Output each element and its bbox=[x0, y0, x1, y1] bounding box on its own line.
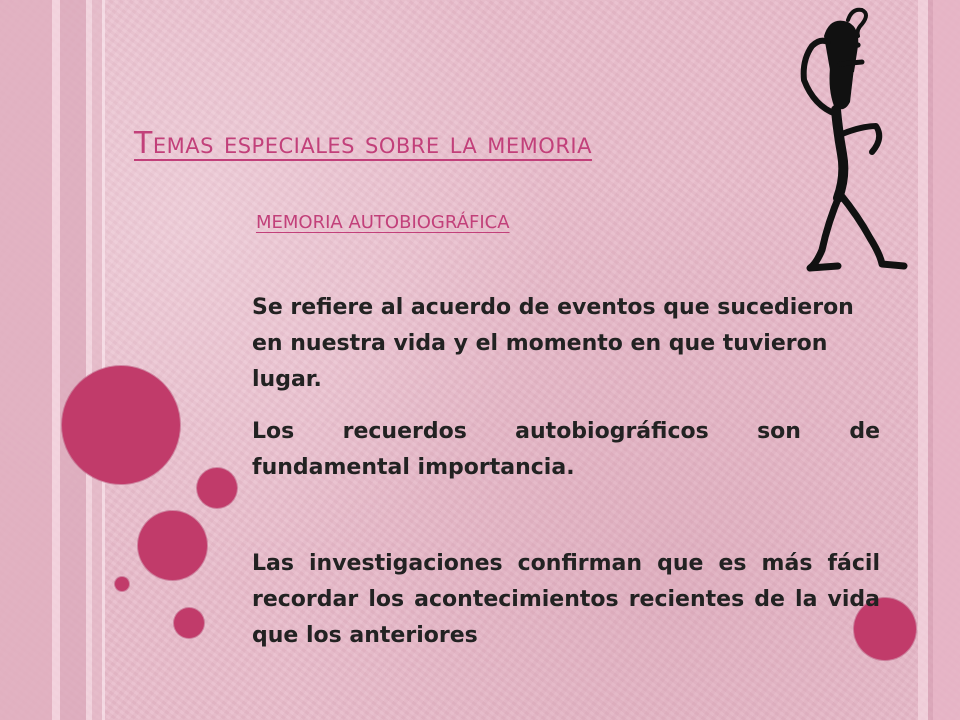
slide-subtitle: MEMORIA AUTOBIOGRÁFICA bbox=[256, 212, 510, 233]
decorative-circle bbox=[62, 366, 180, 484]
right-stripe bbox=[918, 0, 928, 720]
decorative-circle bbox=[174, 608, 204, 638]
decorative-circle bbox=[115, 577, 129, 591]
left-stripe bbox=[0, 0, 52, 720]
paragraph-research: Las investigaciones confirman que es más fácil recordar los acontecimientos recientes de la vida que los anteriores bbox=[252, 551, 880, 648]
left-stripe bbox=[102, 0, 105, 720]
left-stripe bbox=[52, 0, 60, 720]
left-stripe bbox=[60, 0, 86, 720]
slide-title: Temas especiales sobre la memoria bbox=[134, 126, 592, 161]
paragraph-importance: Los recuerdos autobiográficos son de fundamental importancia. bbox=[252, 419, 880, 480]
thinking-stick-figure-icon bbox=[800, 2, 912, 274]
left-stripe bbox=[92, 0, 102, 720]
paragraph-definition: Se refiere al acuerdo de eventos que sucedieron en nuestra vida y el momento en que tuvieron lugar. bbox=[252, 295, 854, 392]
decorative-circle bbox=[138, 511, 207, 580]
decorative-circle bbox=[197, 468, 237, 508]
right-stripe bbox=[933, 0, 960, 720]
